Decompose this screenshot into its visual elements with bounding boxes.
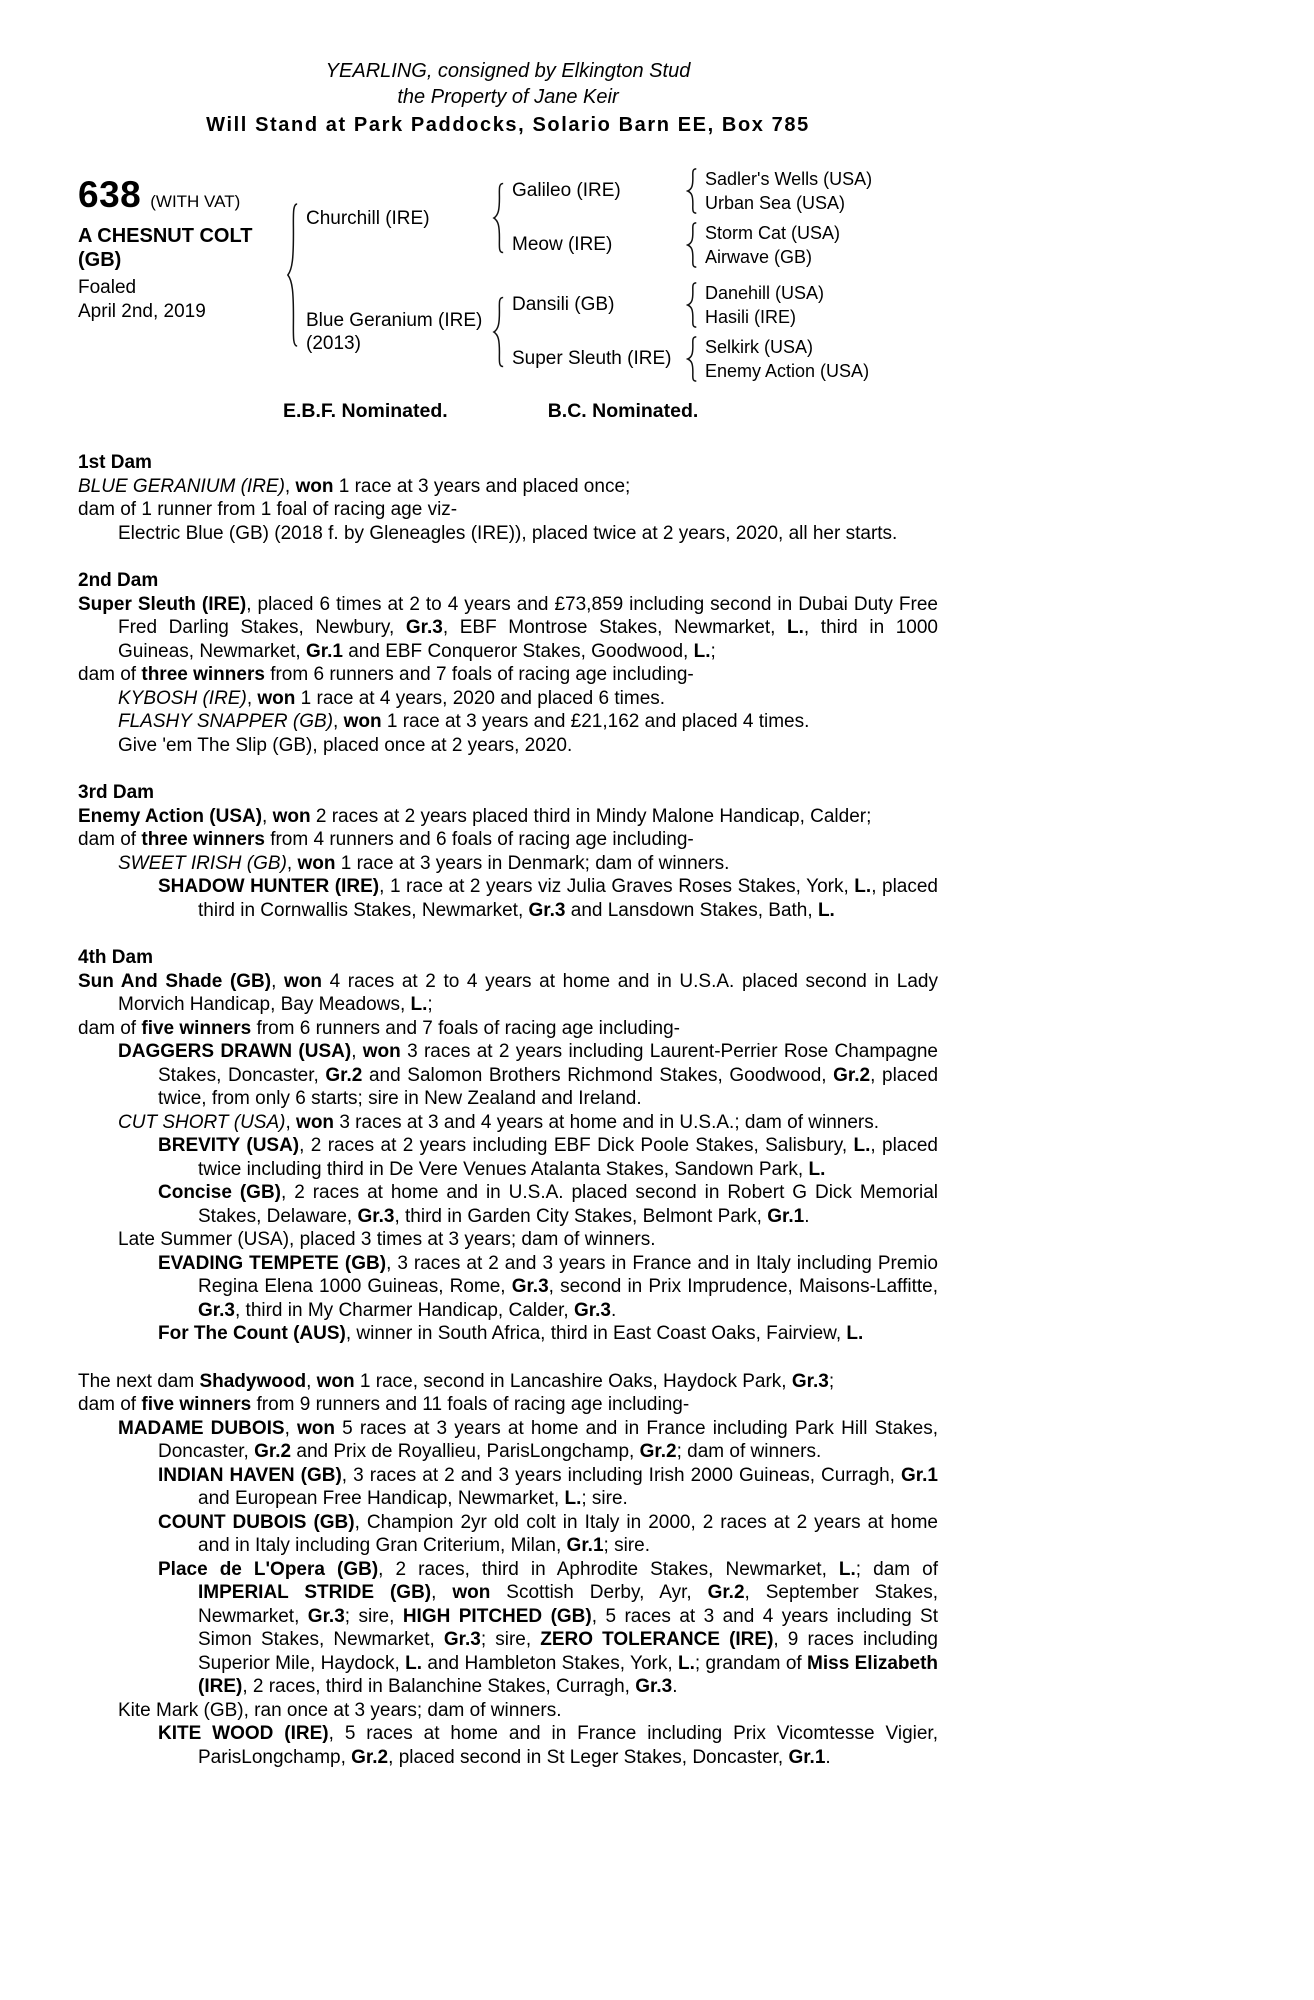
body-text: and EBF Conqueror Stakes, Goodwood, <box>342 640 694 662</box>
pedigree-paragraph <box>78 1040 938 1111</box>
pedigree-paragraph <box>78 710 938 734</box>
emphasized-text: three winners <box>141 664 265 685</box>
bc-nomination: B.C. Nominated. <box>547 400 699 422</box>
body-text: ; grandam of <box>694 1652 808 1674</box>
dam-section <box>78 569 938 757</box>
emphasized-text: five winners <box>141 1394 252 1415</box>
pair-brace-icon <box>686 282 698 328</box>
page-header <box>78 58 938 138</box>
great-grandparents <box>705 222 840 268</box>
body-text: Late Summer (USA), placed 3 times at 3 years; dam of winners. <box>118 1229 656 1250</box>
dam-parents <box>512 282 869 382</box>
pedigree-paragraph <box>78 1370 938 1394</box>
pedigree-paragraph <box>78 1393 938 1417</box>
emphasized-text: Shadywood <box>199 1370 307 1392</box>
emphasized-text: L. <box>787 617 804 638</box>
body-text: 1 race, second in Lancashire Oaks, Haydock Park, <box>354 1370 792 1392</box>
description-line1: A CHESNUT COLT <box>78 225 253 247</box>
section-heading: 4th Dam <box>78 947 153 968</box>
lot-number: 638 <box>78 174 142 215</box>
body-text: and Lansdown Stakes, Bath, <box>565 899 818 921</box>
sire-half <box>306 168 872 268</box>
great-grandparents <box>705 282 824 328</box>
dam-section <box>78 451 938 545</box>
emphasized-text: BLUE GERANIUM (IRE) <box>78 475 285 497</box>
pedigree-paragraph <box>78 1228 938 1252</box>
emphasized-text: Gr.2 <box>254 1441 292 1462</box>
pedigree-paragraph <box>78 805 938 829</box>
body-text: dam of 1 runner from 1 foal of racing age viz- <box>78 499 458 520</box>
emphasized-text: COUNT DUBOIS (GB) <box>158 1511 355 1533</box>
body-text: from 9 runners and 11 foals of racing age including- <box>251 1394 690 1415</box>
body-text: Scottish Derby, Ayr, <box>490 1582 708 1603</box>
granddam-unit <box>512 336 869 382</box>
emphasized-text: Gr.1 <box>767 1205 805 1227</box>
pedigree-paragraph <box>78 1181 938 1228</box>
body-text: . <box>610 1299 617 1321</box>
emphasized-text: won <box>257 687 296 709</box>
body-text: , <box>286 852 298 874</box>
body-text: dam of <box>78 829 142 850</box>
emphasized-text: Gr.3 <box>635 1676 673 1697</box>
body-text: The next dam <box>78 1370 200 1392</box>
emphasized-text: Place de L'Opera (GB) <box>158 1558 379 1580</box>
body-text: 1 race at 3 years in Denmark; dam of winners. <box>335 852 730 874</box>
dam-name-cell <box>306 309 492 355</box>
pedigree-sections <box>78 451 938 1769</box>
emphasized-text: won <box>316 1370 355 1392</box>
pedigree-paragraph <box>78 734 938 758</box>
body-text: ; <box>710 640 716 662</box>
pedigree-tree <box>286 168 872 382</box>
body-text: Give 'em The Slip (GB), placed once at 2 years, 2020. <box>118 734 573 756</box>
ancestor-name: Enemy Action (USA) <box>705 361 870 381</box>
lot-info <box>78 168 286 324</box>
emphasized-text: Sun And Shade (GB) <box>78 970 272 992</box>
horse-description <box>78 224 286 272</box>
body-text: ; <box>828 1370 835 1392</box>
emphasized-text: won <box>343 711 382 732</box>
body-text: , <box>262 805 273 827</box>
emphasized-text: Gr.3 <box>511 1276 549 1297</box>
ancestor-name: Storm Cat (USA) <box>705 223 841 243</box>
pedigree-paragraph <box>78 498 938 522</box>
foaled-date: April 2nd, 2019 <box>78 301 206 322</box>
emphasized-text: Gr.3 <box>573 1299 611 1321</box>
emphasized-text: Gr.3 <box>357 1205 395 1227</box>
body-text: , third in Garden City Stakes, Belmont Park, <box>394 1205 768 1227</box>
dam-section <box>78 1370 938 1770</box>
body-text: , <box>284 475 296 497</box>
emphasized-text: L. <box>677 1652 695 1674</box>
emphasized-text: won <box>362 1041 401 1062</box>
emphasized-text: L. <box>405 1652 423 1674</box>
body-text: , 2 races at home and in U.S.A. placed second in Robert G Dick Memorial Stakes, Delaware, <box>198 1182 938 1227</box>
body-text: . <box>672 1676 678 1697</box>
body-text: , <box>271 970 284 992</box>
dam-half <box>306 282 872 382</box>
body-text: , placed 6 times at 2 to 4 years and £73,859 including second in Dubai Duty Free Fred Darling Stakes, Newbury, <box>118 593 938 638</box>
ebf-nomination: E.B.F. Nominated. <box>283 400 448 422</box>
ancestor-name: Urban Sea (USA) <box>705 193 846 213</box>
nominations-row <box>78 400 938 423</box>
emphasized-text: L. <box>854 876 872 897</box>
emphasized-text: L. <box>853 1135 871 1156</box>
dam-brace-icon <box>492 296 505 368</box>
emphasized-text: Gr.2 <box>833 1064 871 1086</box>
body-text: , placed second in St Leger Stakes, Doncaster, <box>388 1746 789 1768</box>
pair-brace-icon <box>686 168 698 214</box>
ancestor-name: Hasili (IRE) <box>705 307 797 327</box>
emphasized-text: EVADING TEMPETE (GB) <box>158 1252 387 1274</box>
lot-number-row <box>78 174 286 216</box>
body-text: ; <box>427 994 433 1015</box>
emphasized-text: DAGGERS DRAWN (USA) <box>118 1041 352 1062</box>
body-text: . <box>804 1205 810 1227</box>
pedigree-paragraph <box>78 475 938 499</box>
pedigree-paragraph <box>78 1464 938 1511</box>
grandsire-name: Galileo (IRE) <box>512 180 621 201</box>
emphasized-text: CUT SHORT (USA) <box>118 1111 286 1133</box>
emphasized-text: Gr.2 <box>707 1582 745 1603</box>
emphasized-text: won <box>296 1111 335 1133</box>
pedigree-paragraph <box>78 970 938 1017</box>
emphasized-text: SHADOW HUNTER (IRE) <box>158 876 380 897</box>
emphasized-text: L. <box>817 899 835 921</box>
emphasized-text: MADAME DUBOIS <box>118 1417 285 1439</box>
body-text: , EBF Montrose Stakes, Newmarket, <box>442 617 788 638</box>
pedigree-paragraph <box>78 828 938 852</box>
pedigree-paragraph <box>78 1252 938 1323</box>
section-heading: 1st Dam <box>78 452 152 473</box>
vat-note: (WITH VAT) <box>150 192 241 211</box>
emphasized-text: ZERO TOLERANCE (IRE) <box>540 1629 774 1650</box>
emphasized-text: Concise (GB) <box>158 1182 281 1203</box>
body-text: , 2 races, third in Balanchine Stakes, Curragh, <box>242 1676 636 1697</box>
body-text: , Champion 2yr old colt in Italy in 2000, 2 races at 2 years at home and in Italy including Gran Criterium, Milan, <box>198 1511 938 1556</box>
body-text: , 5 races at home and in France including Prix Vicomtesse Vigier, ParisLongchamp, <box>198 1723 938 1768</box>
section-heading: 3rd Dam <box>78 782 155 803</box>
body-text: , third in My Charmer Handicap, Calder, <box>234 1299 574 1321</box>
emphasized-text: Gr.3 <box>443 1629 481 1650</box>
foaled-label: Foaled <box>78 277 137 298</box>
emphasized-text: L. <box>564 1488 582 1509</box>
body-text: ; dam of winners. <box>676 1441 822 1462</box>
emphasized-text: KITE WOOD (IRE) <box>158 1723 329 1744</box>
emphasized-text: For The Count (AUS) <box>158 1323 346 1344</box>
body-text: from 4 runners and 6 foals of racing age including- <box>264 829 694 850</box>
outer-brace-icon <box>286 201 299 349</box>
pedigree-paragraph <box>78 1558 938 1699</box>
body-text: , <box>431 1582 453 1603</box>
body-text: dam of <box>78 1017 142 1039</box>
emphasized-text: IMPERIAL STRIDE (GB) <box>198 1582 432 1603</box>
body-text: , <box>333 711 344 732</box>
granddam-name: Meow (IRE) <box>512 234 613 255</box>
body-text: , <box>246 687 258 709</box>
body-text: , 2 races, third in Aphrodite Stakes, Newmarket, <box>378 1558 839 1580</box>
ancestor-name: Airwave (GB) <box>705 247 813 267</box>
body-text: , <box>351 1041 363 1062</box>
pedigree-paragraph <box>78 1699 938 1723</box>
body-text: 1 race at 3 years and £21,162 and placed 4 times. <box>381 711 810 732</box>
emphasized-text: L. <box>410 994 428 1015</box>
emphasized-text: L. <box>808 1158 826 1180</box>
emphasized-text: BREVITY (USA) <box>158 1135 300 1156</box>
body-text: from 6 runners and 7 foals of racing age including- <box>251 1017 681 1039</box>
emphasized-text: INDIAN HAVEN (GB) <box>158 1464 342 1486</box>
emphasized-text: Gr.1 <box>901 1464 938 1486</box>
body-text: dam of <box>78 1394 142 1415</box>
emphasized-text: Gr.1 <box>305 640 343 662</box>
emphasized-text: Gr.3 <box>791 1370 829 1392</box>
body-text: 3 races at 2 years including Laurent-Perrier Rose Champagne Stakes, Doncaster, <box>158 1041 938 1086</box>
emphasized-text: Enemy Action (USA) <box>78 805 263 827</box>
emphasized-text: HIGH PITCHED (GB) <box>402 1605 592 1627</box>
emphasized-text: won <box>272 805 311 827</box>
grandsire-unit <box>512 168 872 214</box>
body-text: 3 races at 3 and 4 years at home and in U.S.A.; dam of winners. <box>334 1111 879 1133</box>
grandsire-unit <box>512 282 869 328</box>
body-text: 5 races at 3 years at home and in France including Park Hill Stakes, Doncaster, <box>158 1417 939 1462</box>
body-text: from 6 runners and 7 foals of racing age including- <box>264 664 694 685</box>
section-heading: 2nd Dam <box>78 570 159 591</box>
emphasized-text: Gr.3 <box>528 899 566 921</box>
body-text: , 1 race at 2 years viz Julia Graves Roses Stakes, York, <box>379 876 855 897</box>
emphasized-text: L. <box>693 640 711 662</box>
pedigree-paragraph <box>78 687 938 711</box>
body-text: 2 races at 2 years placed third in Mindy Malone Handicap, Calder; <box>310 805 872 827</box>
pedigree-paragraph <box>78 1111 938 1135</box>
body-text: ; sire, <box>344 1605 403 1627</box>
emphasized-text: Gr.3 <box>198 1299 235 1321</box>
body-text: and European Free Handicap, Newmarket, <box>198 1488 565 1509</box>
granddam-name: Super Sleuth (IRE) <box>512 348 672 369</box>
dam-year: (2013) <box>306 333 361 354</box>
dam-section <box>78 781 938 922</box>
stand-location-line: Will Stand at Park Paddocks, Solario Barn EE, Box 785 <box>206 114 810 136</box>
consignor-line: YEARLING, consigned by Elkington Stud <box>325 60 691 82</box>
pair-brace-icon <box>686 336 698 382</box>
sire-name: Churchill (IRE) <box>306 207 430 229</box>
pedigree-paragraph <box>78 1417 938 1464</box>
emphasized-text: won <box>284 970 322 992</box>
body-text: , 9 races including Superior Mile, Haydock, <box>198 1629 938 1674</box>
body-text: , September Stakes, Newmarket, <box>198 1582 938 1627</box>
emphasized-text: KYBOSH (IRE) <box>118 687 247 709</box>
body-text: , <box>306 1370 317 1392</box>
body-text: and Prix de Royallieu, ParisLongchamp, <box>291 1441 640 1462</box>
emphasized-text: won <box>297 1417 336 1439</box>
sire-parents <box>512 168 872 268</box>
pedigree-paragraph <box>78 1322 938 1346</box>
pedigree-paragraph <box>78 522 938 546</box>
emphasized-text: Gr.2 <box>351 1746 389 1768</box>
emphasized-text: won <box>295 475 334 497</box>
body-text: , 3 races at 2 and 3 years in France and in Italy including Premio Regina Elena 1000 Guineas, Rome, <box>198 1252 938 1297</box>
great-grandparents <box>705 336 869 382</box>
pedigree-paragraph <box>78 1134 938 1181</box>
body-text: and Salomon Brothers Richmond Stakes, Goodwood, <box>362 1064 834 1086</box>
property-line: the Property of Jane Keir <box>397 86 619 108</box>
body-text: Electric Blue (GB) (2018 f. by Gleneagles (IRE)), placed twice at 2 years, 2020, all her starts. <box>118 522 898 544</box>
emphasized-text: Super Sleuth (IRE) <box>78 593 247 615</box>
sire-brace-icon <box>492 182 505 254</box>
pedigree-paragraph <box>78 875 938 922</box>
body-text: , placed third in Cornwallis Stakes, Newmarket, <box>198 876 938 921</box>
emphasized-text: Gr.1 <box>788 1746 826 1768</box>
body-text: , winner in South Africa, third in East Coast Oaks, Fairview, <box>345 1323 847 1344</box>
emphasized-text: L. <box>846 1323 864 1344</box>
body-text: , second in Prix Imprudence, Maisons-Laffitte, <box>548 1276 938 1297</box>
emphasized-text: L. <box>838 1558 856 1580</box>
pedigree-paragraph <box>78 852 938 876</box>
body-text: 1 race at 3 years and placed once; <box>333 475 631 497</box>
body-text: , 5 races at 3 and 4 years including St Simon Stakes, Newmarket, <box>198 1605 939 1650</box>
pair-brace-icon <box>686 222 698 268</box>
body-text: 4 races at 2 to 4 years at home and in U.S.A. placed second in Lady Morvich Handicap, Bay Meadows, <box>118 970 938 1015</box>
body-text: and Hambleton Stakes, York, <box>422 1652 678 1674</box>
body-text: , 2 races at 2 years including EBF Dick Poole Stakes, Salisbury, <box>299 1135 854 1156</box>
body-text: , placed twice including third in De Vere Venues Atalanta Stakes, Sandown Park, <box>198 1135 939 1180</box>
emphasized-text: won <box>452 1582 491 1603</box>
body-text: dam of <box>78 664 142 685</box>
emphasized-text: Gr.2 <box>639 1441 677 1462</box>
body-text: , <box>285 1111 297 1133</box>
grandsire-name: Dansili (GB) <box>512 294 615 315</box>
emphasized-text: three winners <box>141 829 265 850</box>
emphasized-text: five winners <box>141 1017 252 1039</box>
ancestor-name: Danehill (USA) <box>705 283 825 303</box>
body-text: . <box>825 1746 831 1768</box>
dam-name: Blue Geranium (IRE) <box>306 310 483 331</box>
dam-section <box>78 946 938 1346</box>
pedigree-paragraph <box>78 1722 938 1769</box>
emphasized-text: Gr.3 <box>405 617 443 638</box>
body-text: , 3 races at 2 and 3 years including Irish 2000 Guineas, Curragh, <box>341 1464 902 1486</box>
description-line2: (GB) <box>78 249 122 271</box>
body-text: , <box>284 1417 298 1439</box>
pedigree-paragraph <box>78 1017 938 1041</box>
great-grandparents <box>705 168 872 214</box>
pedigree-paragraph <box>78 593 938 664</box>
body-text: ; sire. <box>603 1535 650 1556</box>
pedigree-block <box>78 168 938 382</box>
pedigree-paragraph <box>78 1511 938 1558</box>
pedigree-generations <box>306 168 872 382</box>
emphasized-text: won <box>297 852 336 874</box>
body-text: , third in 1000 Guineas, Newmarket, <box>118 617 939 662</box>
ancestor-name: Sadler's Wells (USA) <box>705 169 873 189</box>
emphasized-text: Gr.2 <box>325 1064 363 1086</box>
emphasized-text: Gr.1 <box>566 1535 604 1556</box>
body-text: ; sire. <box>581 1488 628 1509</box>
granddam-unit <box>512 222 872 268</box>
body-text: Kite Mark (GB), ran once at 3 years; dam of winners. <box>118 1699 562 1721</box>
body-text: , placed twice, from only 6 starts; sire in New Zealand and Ireland. <box>158 1064 939 1109</box>
pedigree-paragraph <box>78 663 938 687</box>
emphasized-text: Gr.3 <box>307 1605 345 1627</box>
emphasized-text: FLASHY SNAPPER (GB) <box>118 711 334 732</box>
body-text: 1 race at 4 years, 2020 and placed 6 times. <box>295 687 666 709</box>
body-text: ; sire, <box>480 1629 541 1650</box>
body-text: ; dam of <box>855 1558 938 1580</box>
ancestor-name: Selkirk (USA) <box>705 337 814 357</box>
emphasized-text: Miss Elizabeth (IRE) <box>198 1652 939 1697</box>
emphasized-text: SWEET IRISH (GB) <box>118 852 287 874</box>
